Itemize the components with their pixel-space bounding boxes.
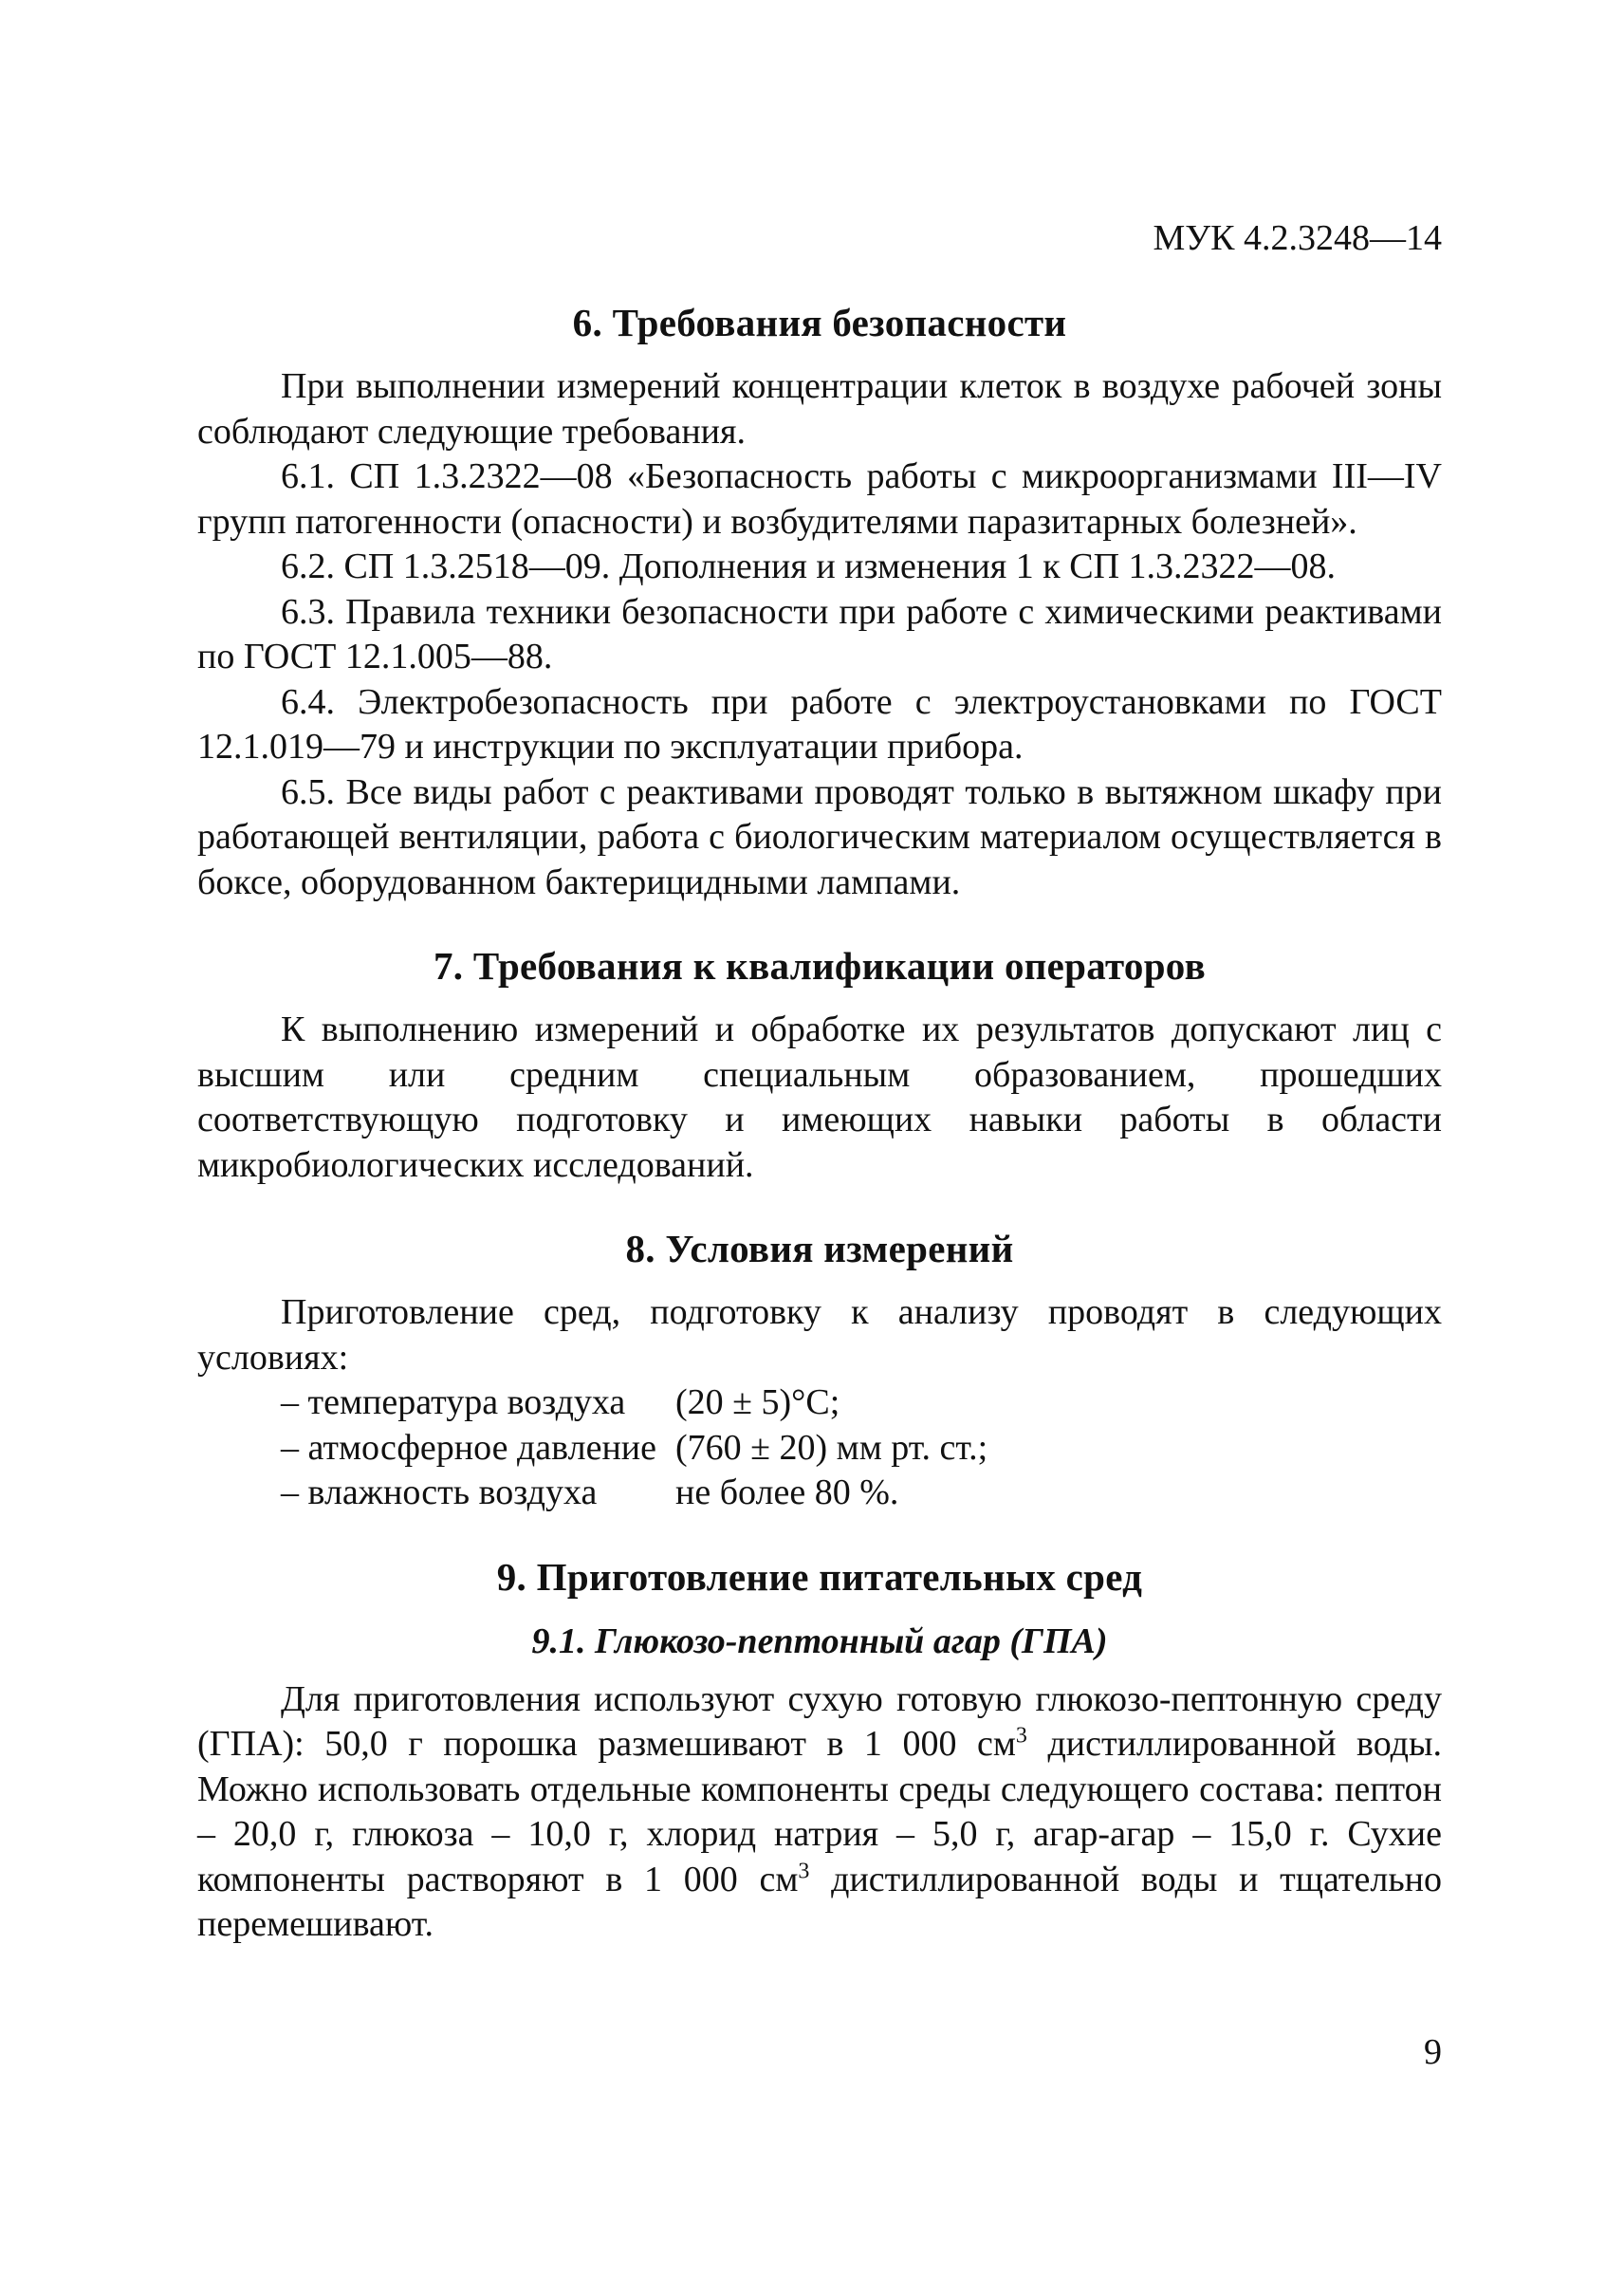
superscript-cubic: 3: [798, 1858, 810, 1883]
section-7-paragraph: К выполнению измерений и обработке их результатов допускают лиц с высшим или средним специальным образованием, прошедших соответствующую подготовку и имеющих навыки работы в области микробиологических исследований.: [197, 1009, 1442, 1185]
section-6-item-6-5: 6.5. Все виды работ с реактивами проводят только в вытяжном шкафу при работающей вентиляции, работа с биологическим материалом осуществляется в боксе, оборудованном бактерицидными лампами.: [197, 771, 1442, 902]
section-operator-qualification: [197, 941, 1442, 1188]
condition-value: (20 ± 5)°С;: [675, 1382, 840, 1422]
section-safety-requirements: [197, 298, 1442, 905]
section-8-title: 8. Условия измерений: [625, 1227, 1014, 1270]
conditions-list: [197, 1380, 1442, 1516]
section-6-item-6-4: 6.4. Электробезопасность при работе с электроустановками по ГОСТ 12.1.019—79 и инструкции по эксплуатации прибора.: [197, 681, 1442, 767]
condition-row: [197, 1471, 1442, 1516]
condition-label: – влажность воздуха: [281, 1472, 598, 1512]
page-content: [197, 216, 1442, 1984]
condition-row: [197, 1426, 1442, 1472]
section-8-intro: Приготовление сред, подготовку к анализу проводят в следующих условиях:: [197, 1292, 1442, 1378]
paragraph-text-part: Для приготовления используют сухую готовую глюкозо-пептонную среду (ГПА): 50,0 г порошка размешивают в 1 000 см: [197, 1678, 1442, 1764]
paragraph-text-part: дистиллированной воды. Можно использовать отдельные компоненты среды следующего состава: пептон – 20,0 г, глюкоза – 10,0 г, хлорид натрия – 5,0 г, агар-агар – 15,0 г. Сухие компоненты растворяют в 1 000 см: [197, 1724, 1442, 1899]
subsection-9-1-title: 9.1. Глюкозо-пептонный агар (ГПА): [531, 1620, 1108, 1661]
section-6-item-6-3: 6.3. Правила техники безопасности при работе с химическими реактивами по ГОСТ 12.1.005—88.: [197, 591, 1442, 676]
section-nutrient-media: [197, 1552, 1442, 1948]
condition-value: (760 ± 20) мм рт. ст.;: [675, 1427, 988, 1468]
condition-label: – атмосферное давление: [281, 1427, 656, 1468]
section-7-title: 7. Требования к квалификации операторов: [433, 944, 1207, 988]
condition-row: [197, 1380, 1442, 1426]
section-6-item-6-2: 6.2. СП 1.3.2518—09. Дополнения и изменения 1 к СП 1.3.2322—08.: [281, 546, 1337, 586]
section-6-paragraph: При выполнении измерений концентрации клеток в воздухе рабочей зоны соблюдают следующие требования.: [197, 366, 1442, 452]
section-measurement-conditions: [197, 1224, 1442, 1516]
page-number: 9: [1424, 2032, 1442, 2072]
subsection-9-1-paragraph: [197, 1677, 1442, 1948]
section-9-title: 9. Приготовление питательных сред: [496, 1554, 1143, 1599]
superscript-cubic: 3: [1015, 1723, 1027, 1749]
section-6-title: 6. Требования безопасности: [572, 301, 1067, 344]
document-code: МУК 4.2.3248—14: [1153, 218, 1442, 258]
condition-label: – температура воздуха: [281, 1382, 626, 1422]
paragraph-text-part: дистиллированной воды и тщательно перемешивают.: [197, 1859, 1442, 1944]
section-6-item-6-1: 6.1. СП 1.3.2322—08 «Безопасность работы с микроорганизмами III—IV групп патогенности (опасности) и возбудителями паразитарных болезней».: [197, 456, 1442, 542]
condition-value: не более 80 %.: [675, 1472, 899, 1512]
